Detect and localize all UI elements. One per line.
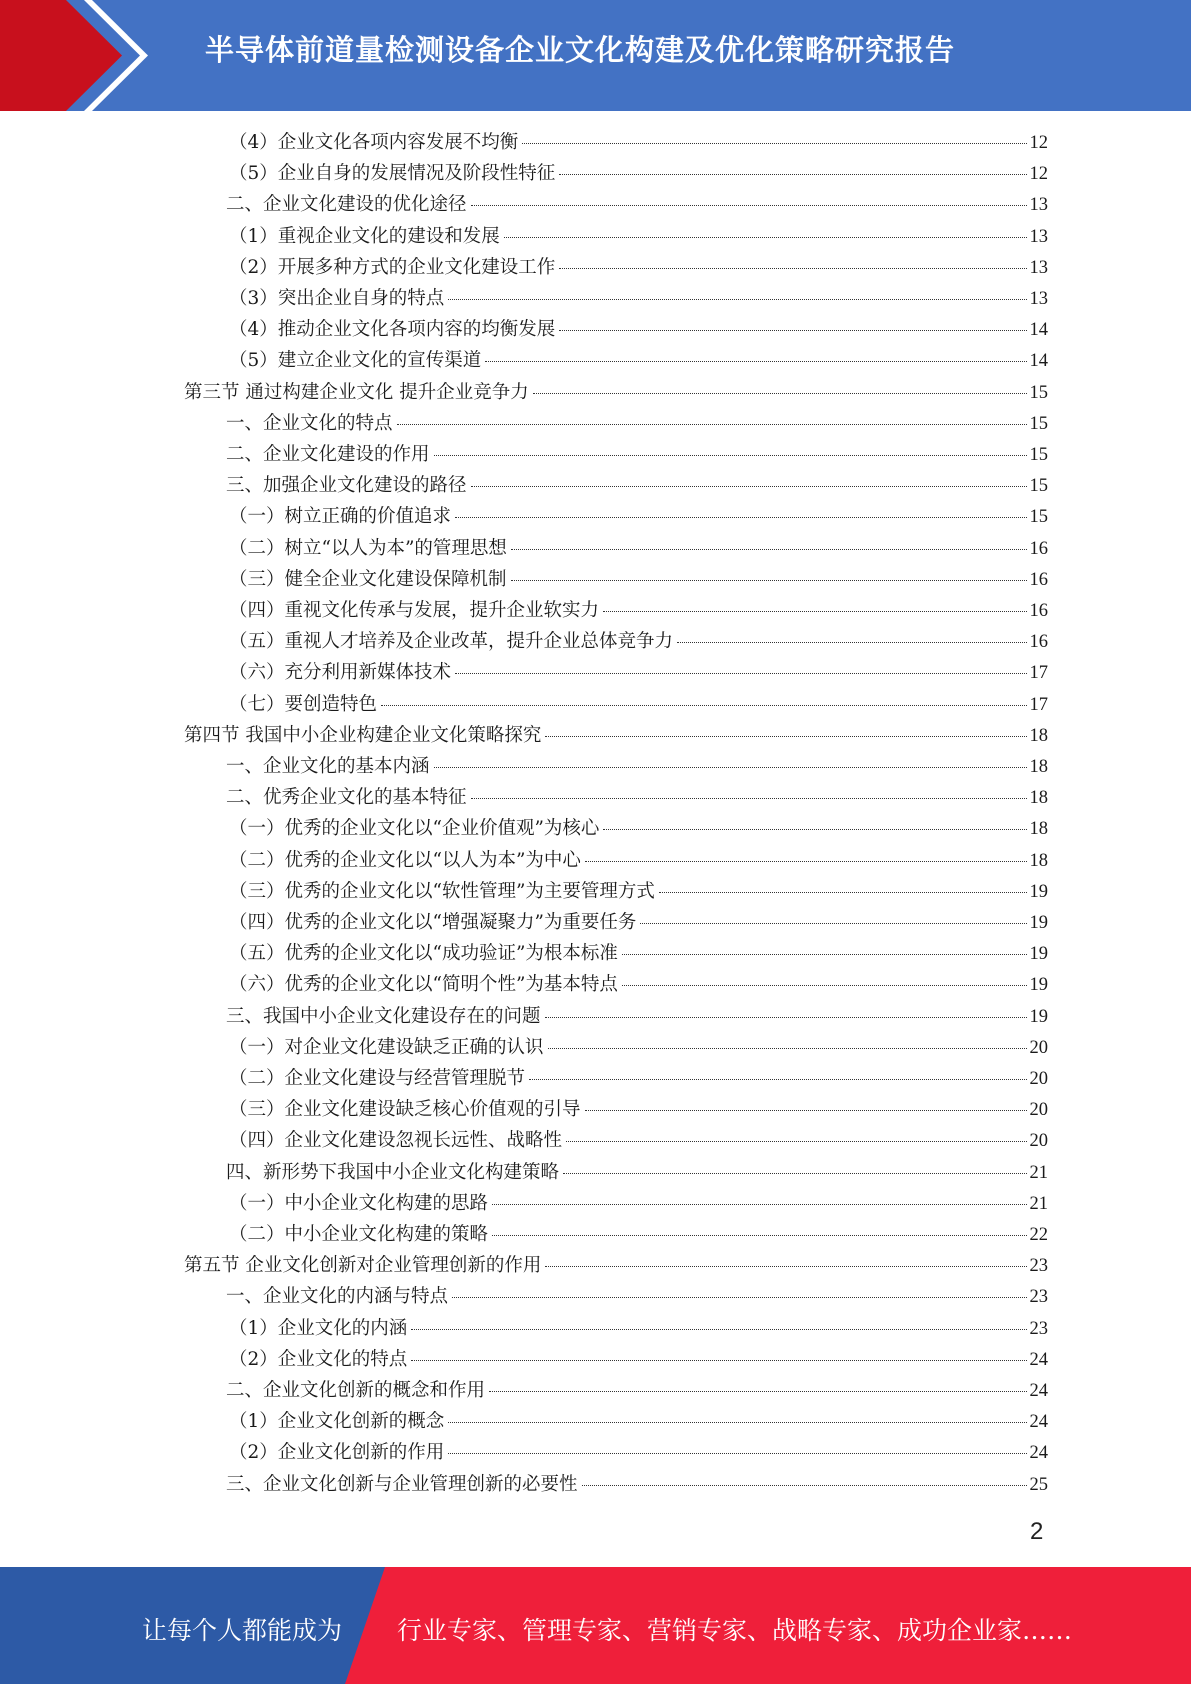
toc-dot-leader bbox=[411, 1329, 1026, 1330]
toc-dot-leader bbox=[485, 361, 1026, 362]
toc-entry-label: （二）企业文化建设与经营管理脱节 bbox=[229, 1068, 526, 1089]
toc-dot-leader bbox=[529, 1079, 1026, 1080]
toc-entry-page: 23 bbox=[1029, 1287, 1048, 1308]
toc-entry-page: 16 bbox=[1029, 569, 1048, 590]
toc-entry-page: 23 bbox=[1029, 1318, 1048, 1339]
toc-entry-page: 16 bbox=[1029, 538, 1048, 559]
toc-dot-leader bbox=[585, 861, 1027, 862]
toc-entry-label: 三、加强企业文化建设的路径 bbox=[226, 475, 467, 497]
toc-dot-leader bbox=[492, 1235, 1026, 1236]
toc-entry[interactable] bbox=[229, 596, 1048, 627]
toc-dot-leader bbox=[659, 892, 1027, 893]
header-chevron-decoration bbox=[0, 0, 160, 111]
toc-dot-leader bbox=[397, 424, 1027, 425]
toc-entry-label: （2）开展多种方式的企业文化建设工作 bbox=[229, 256, 556, 278]
toc-entry[interactable] bbox=[229, 939, 1048, 970]
toc-entry-page: 21 bbox=[1029, 1162, 1048, 1183]
footer-slogan-left: 让每个人都能成为 bbox=[142, 1616, 343, 1645]
page-header bbox=[0, 0, 1191, 111]
toc-entry[interactable] bbox=[229, 128, 1048, 159]
toc-dot-leader bbox=[452, 1297, 1026, 1298]
toc-entry[interactable] bbox=[229, 1345, 1048, 1376]
toc-entry[interactable] bbox=[229, 1064, 1048, 1095]
toc-dot-leader bbox=[559, 268, 1026, 269]
toc-dot-leader bbox=[622, 954, 1027, 955]
toc-dot-leader bbox=[471, 486, 1027, 487]
toc-entry-label: （1）企业文化创新的概念 bbox=[229, 1411, 445, 1433]
toc-dot-leader bbox=[489, 1391, 1026, 1392]
toc-entry[interactable] bbox=[226, 409, 1048, 440]
toc-entry-label: （2）企业文化创新的作用 bbox=[229, 1442, 445, 1464]
toc-entry-label: （3）突出企业自身的特点 bbox=[229, 288, 445, 309]
toc-entry-label: （七）要创造特色 bbox=[229, 693, 378, 715]
toc-entry-page: 18 bbox=[1029, 725, 1048, 746]
toc-entry[interactable] bbox=[229, 502, 1048, 533]
toc-entry-page: 24 bbox=[1029, 1349, 1048, 1370]
toc-entry-page: 16 bbox=[1029, 601, 1048, 621]
toc-entry[interactable] bbox=[226, 1470, 1048, 1501]
toc-entry-page: 13 bbox=[1029, 226, 1048, 247]
toc-entry[interactable] bbox=[229, 315, 1048, 346]
toc-entry-page: 12 bbox=[1029, 164, 1048, 185]
toc-entry-label: 三、企业文化创新与企业管理创新的必要性 bbox=[226, 1473, 578, 1495]
toc-dot-leader bbox=[533, 393, 1027, 394]
toc-entry-page: 20 bbox=[1029, 1037, 1048, 1058]
toc-entry-label: 第五节 企业文化创新对企业管理创新的作用 bbox=[184, 1255, 542, 1277]
toc-dot-leader bbox=[471, 798, 1027, 799]
toc-entry-label: （二）树立“以人为本”的管理思想 bbox=[229, 537, 507, 559]
toc-entry-label: 二、企业文化建设的作用 bbox=[226, 444, 430, 465]
toc-dot-leader bbox=[585, 1110, 1027, 1111]
toc-entry-page: 19 bbox=[1029, 913, 1048, 933]
toc-entry-label: （三）优秀的企业文化以“软性管理”为主要管理方式 bbox=[229, 880, 655, 902]
toc-entry-page: 19 bbox=[1029, 944, 1048, 965]
toc-entry-label: （二）优秀的企业文化以“以人为本”为中心 bbox=[229, 849, 581, 871]
report-title: 半导体前道量检测设备企业文化构建及优化策略研究报告 bbox=[205, 33, 956, 67]
toc-entry-label: 三、我国中小企业文化建设存在的问题 bbox=[226, 1005, 541, 1027]
toc-entry-label: （三）企业文化建设缺乏核心价值观的引导 bbox=[229, 1099, 581, 1121]
toc-entry-page: 19 bbox=[1029, 1006, 1048, 1027]
toc-dot-leader bbox=[545, 736, 1026, 737]
toc-entry[interactable] bbox=[229, 346, 1048, 377]
toc-entry[interactable] bbox=[229, 253, 1048, 284]
toc-dot-leader bbox=[545, 1266, 1026, 1267]
toc-entry[interactable] bbox=[226, 1002, 1048, 1033]
toc-entry[interactable] bbox=[229, 970, 1048, 1001]
toc-entry-page: 15 bbox=[1029, 382, 1048, 403]
toc-entry-label: 一、企业文化的内涵与特点 bbox=[226, 1286, 449, 1308]
toc-entry-label: （二）中小企业文化构建的策略 bbox=[229, 1224, 489, 1245]
toc-entry-label: （四）优秀的企业文化以“增强凝聚力”为重要任务 bbox=[229, 912, 637, 933]
toc-entry-label: （一）对企业文化建设缺乏正确的认识 bbox=[229, 1036, 544, 1058]
toc-entry[interactable] bbox=[226, 752, 1048, 783]
toc-entry-page: 20 bbox=[1029, 1100, 1048, 1121]
toc-dot-leader bbox=[677, 642, 1026, 643]
toc-entry-page: 14 bbox=[1029, 351, 1048, 372]
toc-entry[interactable] bbox=[229, 877, 1048, 908]
toc-entry-label: （一）优秀的企业文化以“企业价值观”为核心 bbox=[229, 818, 600, 840]
toc-entry-label: （五）重视人才培养及企业改革，提升企业总体竞争力 bbox=[229, 631, 674, 653]
toc-dot-leader bbox=[471, 205, 1027, 206]
toc-entry[interactable] bbox=[229, 1220, 1048, 1251]
toc-entry-page: 17 bbox=[1029, 663, 1048, 684]
toc-entry-label: （5）建立企业文化的宣传渠道 bbox=[229, 350, 482, 372]
toc-dot-leader bbox=[492, 1204, 1026, 1205]
toc-entry[interactable] bbox=[229, 846, 1048, 877]
toc-dot-leader bbox=[504, 237, 1027, 238]
page-footer bbox=[0, 1567, 1191, 1684]
toc-entry[interactable] bbox=[229, 908, 1048, 939]
toc-entry-page: 13 bbox=[1029, 195, 1048, 216]
toc-dot-leader bbox=[622, 985, 1027, 986]
toc-entry-label: 一、企业文化的基本内涵 bbox=[226, 756, 430, 777]
toc-entry-label: 二、企业文化创新的概念和作用 bbox=[226, 1380, 486, 1401]
toc-entry[interactable] bbox=[229, 658, 1048, 689]
toc-entry-page: 18 bbox=[1029, 819, 1048, 840]
toc-entry[interactable] bbox=[229, 159, 1048, 190]
toc-entry-page: 19 bbox=[1029, 881, 1048, 902]
toc-dot-leader bbox=[448, 299, 1026, 300]
toc-entry-page: 13 bbox=[1029, 257, 1048, 278]
toc-entry-page: 12 bbox=[1029, 133, 1048, 153]
toc-entry-label: （三）健全企业文化建设保障机制 bbox=[229, 568, 507, 590]
toc-entry-label: （5）企业自身的发展情况及阶段性特征 bbox=[229, 163, 556, 185]
toc-entry[interactable] bbox=[229, 814, 1048, 845]
toc-entry[interactable] bbox=[229, 1189, 1048, 1220]
page-number: 2 bbox=[1030, 1518, 1044, 1545]
toc-entry-label: （六）优秀的企业文化以“简明个性”为基本特点 bbox=[229, 974, 618, 996]
toc-entry-page: 20 bbox=[1029, 1131, 1048, 1152]
toc-entry[interactable] bbox=[229, 1314, 1048, 1345]
toc-entry-page: 23 bbox=[1029, 1256, 1048, 1277]
toc-entry-page: 24 bbox=[1029, 1381, 1048, 1401]
toc-entry-page: 14 bbox=[1029, 320, 1048, 341]
toc-entry[interactable] bbox=[226, 1158, 1048, 1189]
toc-dot-leader bbox=[381, 705, 1026, 706]
toc-entry-label: 四、新形势下我国中小企业文化构建策略 bbox=[226, 1161, 560, 1183]
toc-dot-leader bbox=[434, 455, 1027, 456]
toc-entry[interactable] bbox=[229, 690, 1048, 721]
toc-entry[interactable] bbox=[229, 534, 1048, 565]
toc-entry-label: （1）重视企业文化的建设和发展 bbox=[229, 225, 500, 247]
toc-entry-label: （1）企业文化的内涵 bbox=[229, 1317, 408, 1339]
toc-entry-label: 第四节 我国中小企业构建企业文化策略探究 bbox=[184, 724, 542, 746]
toc-dot-leader bbox=[545, 1017, 1027, 1018]
toc-dot-leader bbox=[548, 1048, 1027, 1049]
toc-entry-label: （四）企业文化建设忽视长远性、战略性 bbox=[229, 1130, 563, 1152]
toc-entry[interactable] bbox=[226, 440, 1048, 471]
toc-entry-page: 15 bbox=[1029, 445, 1048, 465]
toc-dot-leader bbox=[448, 1422, 1026, 1423]
toc-entry[interactable] bbox=[184, 1251, 1048, 1282]
toc-entry-label: （四）重视文化传承与发展，提升企业软实力 bbox=[229, 600, 600, 621]
toc-entry-label: （六）充分利用新媒体技术 bbox=[229, 662, 452, 684]
toc-entry[interactable] bbox=[184, 378, 1048, 409]
toc-entry-page: 15 bbox=[1029, 476, 1048, 497]
toc-entry-label: （4）企业文化各项内容发展不均衡 bbox=[229, 132, 519, 153]
toc-entry-label: 第三节 通过构建企业文化 提升企业竞争力 bbox=[184, 381, 529, 403]
toc-entry[interactable] bbox=[226, 190, 1048, 221]
toc-entry-label: （五）优秀的企业文化以“成功验证”为根本标准 bbox=[229, 943, 618, 965]
toc-entry-page: 13 bbox=[1029, 289, 1048, 309]
toc-entry-page: 19 bbox=[1029, 975, 1048, 996]
toc-entry-label: （一）树立正确的价值追求 bbox=[229, 506, 452, 528]
toc-dot-leader bbox=[603, 829, 1026, 830]
toc-entry-page: 24 bbox=[1029, 1412, 1048, 1433]
toc-entry[interactable] bbox=[229, 222, 1048, 253]
toc-entry[interactable] bbox=[229, 284, 1048, 315]
toc-entry[interactable] bbox=[229, 565, 1048, 596]
toc-entry-page: 16 bbox=[1029, 632, 1048, 653]
toc-entry[interactable] bbox=[226, 1282, 1048, 1313]
toc-dot-leader bbox=[522, 143, 1026, 144]
toc-entry-page: 15 bbox=[1029, 507, 1048, 528]
toc-dot-leader bbox=[448, 1453, 1026, 1454]
toc-entry-label: 二、优秀企业文化的基本特征 bbox=[226, 787, 467, 809]
toc-dot-leader bbox=[511, 580, 1027, 581]
toc-dot-leader bbox=[603, 611, 1026, 612]
toc-entry-label: （一）中小企业文化构建的思路 bbox=[229, 1192, 489, 1214]
toc-entry-label: 一、企业文化的特点 bbox=[226, 412, 393, 434]
toc-entry[interactable] bbox=[226, 1376, 1048, 1407]
toc-dot-leader bbox=[455, 517, 1026, 518]
toc-dot-leader bbox=[566, 1141, 1026, 1142]
toc-entry[interactable] bbox=[229, 1126, 1048, 1157]
toc-entry-page: 15 bbox=[1029, 413, 1048, 434]
toc-dot-leader bbox=[559, 330, 1026, 331]
toc-dot-leader bbox=[559, 174, 1026, 175]
toc-entry[interactable] bbox=[229, 1095, 1048, 1126]
toc-entry[interactable] bbox=[229, 1438, 1048, 1469]
toc-entry[interactable] bbox=[229, 627, 1048, 658]
toc-entry-page: 20 bbox=[1029, 1069, 1048, 1089]
toc-entry[interactable] bbox=[184, 721, 1048, 752]
toc-entry-page: 17 bbox=[1029, 694, 1048, 715]
toc-entry-page: 18 bbox=[1029, 788, 1048, 809]
toc-entry-page: 24 bbox=[1029, 1443, 1048, 1464]
toc-entry[interactable] bbox=[229, 1033, 1048, 1064]
toc-entry-page: 22 bbox=[1029, 1225, 1048, 1245]
toc-dot-leader bbox=[455, 673, 1026, 674]
toc-dot-leader bbox=[434, 767, 1027, 768]
toc-dot-leader bbox=[511, 549, 1027, 550]
toc-dot-leader bbox=[411, 1360, 1026, 1361]
toc-dot-leader bbox=[563, 1173, 1026, 1174]
toc-dot-leader bbox=[640, 923, 1026, 924]
toc-entry[interactable] bbox=[229, 1407, 1048, 1438]
toc-dot-leader bbox=[582, 1485, 1027, 1486]
toc-entry[interactable] bbox=[226, 471, 1048, 502]
toc-entry-label: （4）推动企业文化各项内容的均衡发展 bbox=[229, 319, 556, 341]
toc-entry-label: （2）企业文化的特点 bbox=[229, 1348, 408, 1370]
toc-entry-page: 18 bbox=[1029, 850, 1048, 871]
toc-entry[interactable] bbox=[226, 783, 1048, 814]
toc-entry-page: 25 bbox=[1029, 1474, 1048, 1495]
toc-entry-page: 18 bbox=[1029, 757, 1048, 777]
toc-entry-page: 21 bbox=[1029, 1193, 1048, 1214]
footer-slogan-right: 行业专家、管理专家、营销专家、战略专家、成功企业家…… bbox=[397, 1616, 1073, 1645]
toc-entry-label: 二、企业文化建设的优化途径 bbox=[226, 194, 467, 216]
